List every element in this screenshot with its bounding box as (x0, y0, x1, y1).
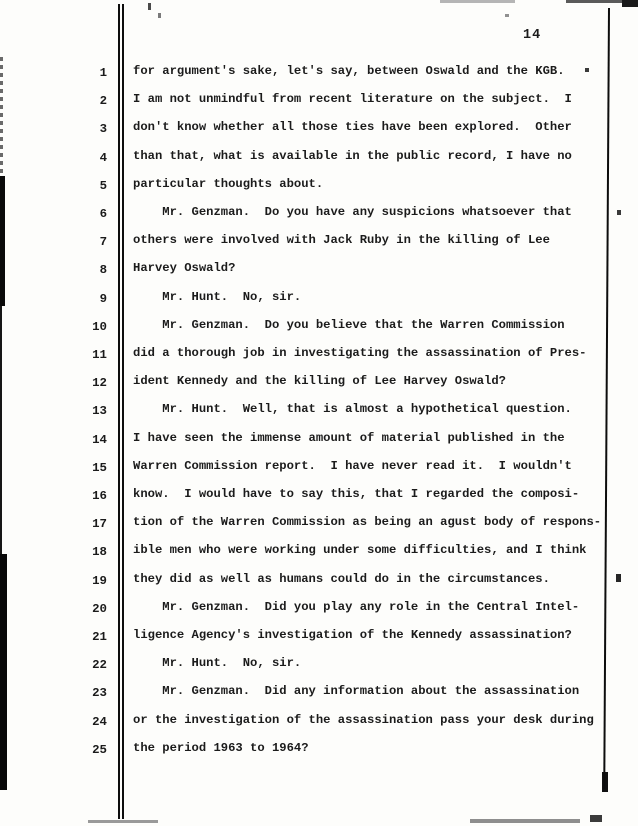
transcript-line (0, 628, 638, 644)
line-number: 3 (99, 122, 107, 137)
line-number: 2 (99, 94, 107, 109)
line-number: 11 (92, 348, 107, 362)
line-text: than that, what is available in the public record, I have no (133, 148, 572, 163)
transcript-line (0, 290, 638, 306)
line-text: Mr. Genzman. Do you believe that the Warren Commission (133, 317, 565, 332)
line-text: ident Kennedy and the killing of Lee Harvey Oswald? (133, 374, 506, 389)
line-number: 9 (99, 291, 107, 306)
line-number: 20 (92, 601, 107, 616)
transcript-line (0, 402, 638, 418)
transcript-line (0, 431, 638, 447)
line-text: for argument's sake, let's say, between Oswald and the KGB. (133, 64, 565, 78)
line-number: 25 (92, 742, 107, 757)
transcript-line (0, 205, 638, 221)
line-text: they did as well as humans could do in the circumstances. (133, 571, 550, 586)
transcript-line (0, 600, 638, 616)
line-text: know. I would have to say this, that I regarded the composi- (133, 487, 580, 501)
line-number: 14 (92, 432, 107, 447)
line-text: Warren Commission report. I have never read it. I wouldn't (133, 458, 572, 473)
line-text: Mr. Genzman. Do you have any suspicions whatsoever that (133, 205, 572, 219)
line-number: 1 (99, 66, 107, 80)
line-text: I am not unmindful from recent literature on the subject. I (133, 92, 572, 107)
line-text: or the investigation of the assassination pass your desk during (133, 712, 594, 727)
transcript-line (0, 346, 638, 362)
transcript-line (0, 64, 638, 80)
line-text: particular thoughts about. (133, 176, 324, 191)
transcript-line (0, 656, 638, 672)
line-text: I have seen the immense amount of material published in the (133, 430, 565, 445)
transcript-line (0, 92, 638, 108)
line-text: Mr. Genzman. Did you play any role in the Central Intel- (133, 599, 580, 614)
transcript-line (0, 149, 638, 165)
transcript-line (0, 713, 638, 729)
line-text: did a thorough job in investigating the assassination of Pres- (133, 346, 587, 360)
line-number: 24 (92, 714, 107, 729)
line-text: Mr. Hunt. No, sir. (133, 656, 302, 671)
transcript-line (0, 261, 638, 277)
transcript-line (0, 318, 638, 334)
line-number: 16 (92, 489, 107, 503)
line-number: 8 (99, 263, 107, 278)
transcript-line (0, 741, 638, 757)
line-text: don't know whether all those ties have been explored. Other (133, 120, 572, 135)
transcript-line (0, 459, 638, 475)
page-number: 14 (523, 28, 542, 43)
line-number: 7 (99, 235, 107, 250)
line-text: ible men who were working under some difficulties, and I think (133, 543, 587, 558)
line-number: 6 (99, 207, 107, 221)
line-text: Mr. Genzman. Did any information about the assassination (133, 684, 580, 699)
line-text: tion of the Warren Commission as being an agust body of respons- (133, 515, 602, 530)
line-number: 4 (99, 150, 107, 165)
transcript-line (0, 487, 638, 503)
line-text: ligence Agency's investigation of the Kennedy assassination? (133, 628, 572, 642)
line-text: Mr. Hunt. Well, that is almost a hypothetical question. (133, 402, 572, 417)
transcript-line (0, 543, 638, 559)
line-number: 12 (92, 376, 107, 391)
line-number: 23 (92, 686, 107, 701)
line-text: the period 1963 to 1964? (133, 740, 309, 755)
line-number: 5 (99, 178, 107, 193)
transcript-line (0, 233, 638, 249)
line-number: 15 (92, 460, 107, 475)
transcript-line (0, 572, 638, 588)
line-text: Harvey Oswald? (133, 261, 236, 276)
transcript-line (0, 684, 638, 700)
line-number: 17 (92, 517, 107, 532)
line-number: 19 (92, 573, 107, 588)
line-number: 21 (92, 630, 107, 644)
line-number: 10 (92, 319, 107, 334)
transcript-line (0, 177, 638, 193)
transcript-line (0, 120, 638, 136)
transcript-line (0, 374, 638, 390)
line-text: others were involved with Jack Ruby in the killing of Lee (133, 233, 550, 248)
transcript-line (0, 515, 638, 531)
line-number: 22 (92, 658, 107, 673)
line-number: 18 (92, 545, 107, 560)
line-text: Mr. Hunt. No, sir. (133, 289, 302, 304)
line-number: 13 (92, 404, 107, 419)
